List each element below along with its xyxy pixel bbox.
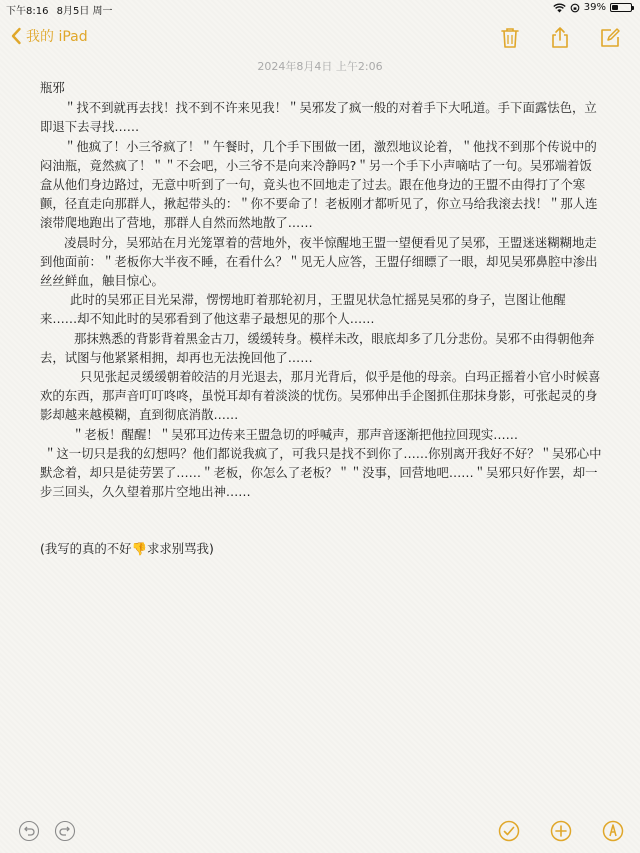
editing-tools (498, 820, 624, 842)
status-date: 8月5日 周一 (56, 6, 113, 17)
add-icon[interactable] (550, 820, 572, 842)
bottom-toolbar (0, 818, 640, 846)
blank-line (40, 501, 602, 539)
markup-pen-icon[interactable] (602, 820, 624, 842)
note-timestamp: 2024年8月4日 上午2:06 (257, 60, 383, 73)
back-button-label: 我的 iPad (26, 29, 88, 45)
note-paragraph-1: ＂找不到就再去找！找不到不许来见我！＂吴邪发了疯一般的对着手下大吼道。手下面露怯色，立即退下去寻找…… (40, 100, 597, 135)
status-left (6, 2, 118, 17)
note-paragraph-3: 凌晨时分，吴邪站在月光笼罩着的营地外，夜半惊醒地王盟一望便看见了吴邪，王盟迷迷糊糊地走到他面前：＂老板你大半夜不睡，在看什么？＂见无人应答，王盟仔细瞟了一眼，却见吴邪鼻腔中渗出丝丝鲜血，触目惊心。 (40, 234, 598, 289)
note-body[interactable] (40, 78, 602, 559)
trash-icon[interactable] (498, 26, 522, 50)
checklist-icon[interactable] (498, 820, 520, 842)
compose-icon[interactable] (598, 26, 622, 50)
note-paragraph-6: 只见张起灵缓缓朝着皎洁的月光退去，那月光背后，似乎是他的母亲。白玛正摇着小官小时候喜欢的东西，那声音叮叮咚咚，虽悦耳却有着淡淡的忧伤。吴邪伸出手企图抓住那抹身影，可张起灵的身影却越来越模糊，直到彻底消散…… (40, 369, 601, 423)
note-footnote: (我写的真的不好👎求求别骂我) (40, 541, 214, 557)
redo-icon[interactable] (54, 820, 76, 842)
history-controls (18, 820, 76, 842)
status-bar (0, 0, 640, 16)
nav-actions (498, 26, 622, 50)
note-paragraph-8: ＂这一切只是我的幻想吗？他们都说我疯了，可我只是找不到你了……你别离开我好不好？＂吴邪心中默念着，却只是徒劳罢了……＂老板，你怎么了老板？＂＂没事，回营地吧……＂吴邪只好作罢，却一步三回头，久久望着那片空地出神…… (40, 445, 602, 500)
orientation-lock-icon (570, 3, 580, 13)
note-paragraph-5: 那抹熟悉的背影背着黑金古刀，缓缓转身。模样未改，眼底却多了几分悲份。吴邪不由得朝他奔去，试图与他紧紧相拥，却再也无法挽回他了…… (40, 330, 595, 365)
status-time: 下午8:16 (6, 6, 49, 17)
note-paragraph-2: ＂他疯了！小三爷疯了！＂午餐时，几个手下围做一团，激烈地议论着，＂他找不到那个传说中的闷油瓶，竟然疯了！＂＂不会吧，小三爷不是向来冷静吗?＂另一个手下小声嘀咕了一句。吴邪端着饭盒从他们身边路过，无意中听到了一句，竟头也不回地走了过去。跟在他身边的王盟不由得打了个寒颤，径直走向那群人，揪起带头的：＂你不要命了！老板刚才都听见了，你立马给我滚去找！＂那人连滚带爬地跑出了营地，那群人自然而然地散了…… (40, 138, 598, 231)
note-paragraph-4: 此时的吴邪正目光呆滞，愣愣地盯着那轮初月，王盟见状急忙摇晃吴邪的身子，岂图让他醒来……却不知此时的吴邪看到了他这辈子最想见的那个人…… (40, 292, 566, 327)
undo-icon[interactable] (18, 820, 40, 842)
battery-icon (610, 3, 632, 12)
wifi-icon (553, 3, 566, 13)
nav-bar (0, 20, 640, 56)
note-title: 瓶邪 (40, 80, 65, 95)
back-button[interactable] (10, 26, 88, 46)
battery-percent: 39% (583, 2, 606, 13)
share-icon[interactable] (548, 26, 572, 50)
note-paragraph-7: ＂老板！醒醒！＂吴邪耳边传来王盟急切的呼喊声，那声音逐渐把他拉回现实…… (72, 426, 519, 442)
chevron-left-icon (10, 27, 22, 45)
battery-level (612, 5, 618, 10)
status-right (553, 2, 632, 13)
